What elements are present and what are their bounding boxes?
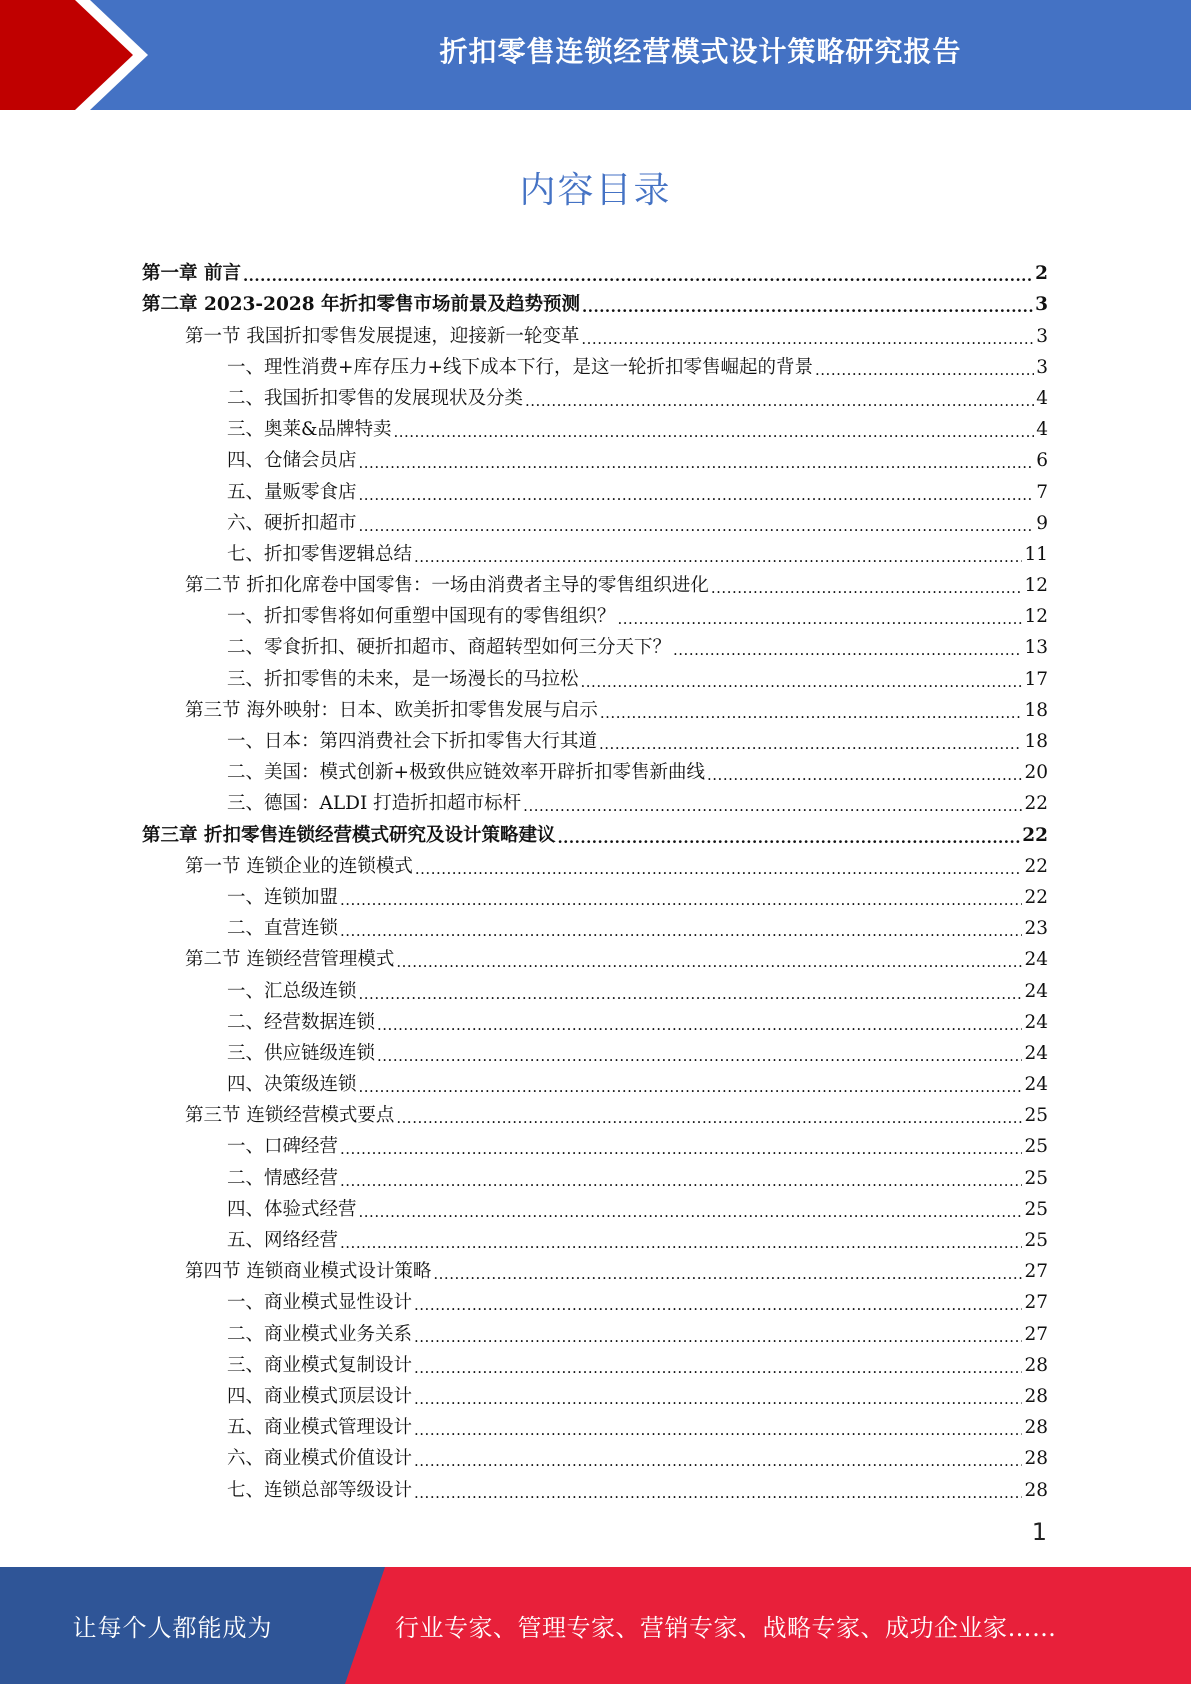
- toc-entry[interactable]: [142, 659, 1048, 690]
- toc-leader-dots: [581, 669, 1023, 691]
- toc-leader-dots: [414, 1448, 1022, 1470]
- toc-entry[interactable]: [142, 1470, 1048, 1501]
- toc-entry[interactable]: [142, 691, 1048, 722]
- toc-entry[interactable]: [142, 1127, 1048, 1158]
- toc-entry-title: 六、硬折扣超市: [227, 512, 357, 534]
- toc-entry-title: 第二节 折扣化席卷中国零售：一场由消费者主导的零售组织进化: [185, 575, 709, 597]
- toc-entry-page: 18: [1024, 731, 1048, 752]
- toc-entry-page: 3: [1036, 325, 1048, 347]
- toc-entry-title: 第二章 2023-2028 年折扣零售市场前景及趋势预测: [142, 294, 581, 316]
- toc-entry[interactable]: [142, 597, 1048, 628]
- toc-entry-page: 6: [1036, 450, 1048, 472]
- toc-entry-page: 24: [1024, 980, 1048, 1002]
- toc-entry-title: 第一章 前言: [142, 263, 241, 285]
- toc-entry-page: 23: [1024, 918, 1048, 940]
- toc-entry-page: 24: [1024, 949, 1048, 971]
- toc-entry[interactable]: [142, 316, 1048, 347]
- toc-entry-title: 七、折扣零售逻辑总结: [227, 543, 413, 565]
- toc-leader-dots: [340, 1136, 1022, 1158]
- toc-entry[interactable]: [142, 1221, 1048, 1252]
- toc-entry-page: 25: [1024, 1136, 1048, 1158]
- toc-entry-page: 3: [1035, 294, 1048, 316]
- toc-entry-title: 六、商业模式价值设计: [227, 1448, 413, 1470]
- toc-entry[interactable]: [142, 504, 1048, 535]
- toc-entry[interactable]: [142, 1096, 1048, 1127]
- toc-entry[interactable]: [142, 285, 1048, 316]
- toc-entry-title: 五、量贩零食店: [227, 481, 357, 503]
- toc-entry[interactable]: [142, 1377, 1048, 1408]
- toc-entry-title: 二、经营数据连锁: [227, 1011, 376, 1033]
- toc-entry-title: 四、体验式经营: [227, 1198, 357, 1220]
- toc-entry[interactable]: [142, 1158, 1048, 1189]
- toc-entry[interactable]: [142, 1252, 1048, 1283]
- toc-leader-dots: [414, 1355, 1022, 1377]
- toc-entry-title: 三、商业模式复制设计: [227, 1354, 413, 1376]
- toc-entry-page: 17: [1024, 668, 1048, 690]
- toc-entry-title: 第四节 连锁商业模式设计策略: [185, 1261, 432, 1283]
- toc-entry-page: 7: [1036, 481, 1048, 503]
- toc-entry-page: 27: [1024, 1323, 1048, 1345]
- toc-leader-dots: [414, 1417, 1022, 1439]
- toc-entry[interactable]: [142, 815, 1048, 846]
- toc-entry[interactable]: [142, 628, 1048, 659]
- toc-leader-dots: [433, 1261, 1022, 1283]
- toc-entry[interactable]: [142, 410, 1048, 441]
- toc-leader-dots: [359, 1074, 1023, 1096]
- footer-slogan: 让每个人都能成为: [72, 1614, 273, 1642]
- toc-leader-dots: [815, 357, 1034, 379]
- toc-entry-title: 一、折扣零售将如何重塑中国现有的零售组织？: [227, 606, 616, 628]
- toc-leader-dots: [707, 762, 1022, 784]
- toc-entry-title: 四、商业模式顶层设计: [227, 1385, 413, 1407]
- toc-leader-dots: [359, 981, 1023, 1003]
- footer-tagline: 行业专家、管理专家、营销专家、战略专家、成功企业家……: [395, 1614, 1057, 1642]
- table-of-contents: [142, 254, 1048, 1502]
- toc-leader-dots: [525, 388, 1034, 410]
- toc-entry[interactable]: [142, 379, 1048, 410]
- toc-entry-page: 22: [1024, 793, 1048, 815]
- toc-entry[interactable]: [142, 1003, 1048, 1034]
- toc-entry-page: 12: [1024, 606, 1048, 628]
- toc-leader-dots: [414, 1292, 1022, 1314]
- toc-entry[interactable]: [142, 566, 1048, 597]
- toc-entry[interactable]: [142, 878, 1048, 909]
- toc-entry-page: 9: [1036, 512, 1048, 534]
- toc-entry-title: 二、直营连锁: [227, 918, 339, 940]
- toc-entry-title: 一、理性消费+库存压力+线下成本下行，是这一轮折扣零售崛起的背景: [227, 356, 814, 378]
- toc-entry-title: 二、零食折扣、硬折扣超市、商超转型如何三分天下？: [227, 637, 672, 659]
- toc-entry-page: 20: [1024, 762, 1048, 784]
- toc-entry[interactable]: [142, 784, 1048, 815]
- toc-entry-page: 27: [1024, 1292, 1048, 1314]
- toc-entry-page: 24: [1024, 1011, 1048, 1033]
- toc-entry[interactable]: [142, 535, 1048, 566]
- toc-entry[interactable]: [142, 1065, 1048, 1096]
- toc-entry-page: 2: [1035, 263, 1048, 285]
- toc-leader-dots: [396, 1105, 1022, 1127]
- toc-entry-title: 第三节 海外映射：日本、欧美折扣零售发展与启示: [185, 699, 598, 721]
- toc-entry-title: 一、商业模式显性设计: [227, 1292, 413, 1314]
- toc-entry[interactable]: [142, 1190, 1048, 1221]
- toc-leader-dots: [377, 1012, 1022, 1034]
- toc-leader-dots: [414, 1480, 1022, 1502]
- toc-entry-page: 28: [1024, 1479, 1048, 1501]
- toc-entry[interactable]: [142, 1283, 1048, 1314]
- toc-leader-dots: [415, 856, 1023, 878]
- toc-entry-page: 25: [1024, 1230, 1048, 1251]
- toc-entry-page: 11: [1024, 543, 1048, 565]
- toc-entry[interactable]: [142, 1346, 1048, 1377]
- toc-leader-dots: [673, 637, 1022, 659]
- toc-entry-title: 第三节 连锁经营模式要点: [185, 1105, 395, 1127]
- toc-leader-dots: [523, 793, 1022, 815]
- toc-entry-title: 二、商业模式业务关系: [227, 1323, 413, 1345]
- toc-entry-title: 一、口碑经营: [227, 1136, 339, 1158]
- toc-entry-page: 28: [1024, 1354, 1048, 1376]
- toc-entry-title: 三、奥莱&品牌特卖: [227, 419, 392, 441]
- toc-entry-title: 一、连锁加盟: [227, 886, 339, 908]
- toc-entry[interactable]: [142, 254, 1048, 285]
- toc-leader-dots: [618, 606, 1023, 628]
- toc-leader-dots: [340, 1168, 1022, 1190]
- toc-entry-page: 28: [1024, 1417, 1048, 1439]
- toc-entry-page: 18: [1024, 699, 1048, 721]
- toc-entry-page: 3: [1036, 356, 1048, 378]
- toc-entry-page: 24: [1024, 1042, 1048, 1064]
- toc-entry-title: 五、网络经营: [227, 1230, 339, 1251]
- toc-entry-title: 三、折扣零售的未来，是一场漫长的马拉松: [227, 668, 579, 690]
- toc-leader-dots: [557, 825, 1020, 847]
- toc-leader-dots: [340, 918, 1022, 940]
- toc-entry-title: 三、德国：ALDI 打造折扣超市标杆: [227, 793, 522, 815]
- toc-entry[interactable]: [142, 940, 1048, 971]
- toc-leader-dots: [359, 482, 1035, 504]
- toc-entry[interactable]: [142, 753, 1048, 784]
- toc-entry[interactable]: [142, 1314, 1048, 1345]
- toc-entry-title: 二、情感经营: [227, 1167, 339, 1189]
- toc-entry-title: 七、连锁总部等级设计: [227, 1479, 413, 1501]
- toc-entry-title: 五、商业模式管理设计: [227, 1417, 413, 1439]
- toc-leader-dots: [377, 1043, 1022, 1065]
- toc-entry-title: 三、供应链级连锁: [227, 1042, 376, 1064]
- toc-entry-title: 二、我国折扣零售的发展现状及分类: [227, 387, 524, 409]
- toc-entry-page: 24: [1024, 1074, 1048, 1096]
- toc-entry[interactable]: [142, 971, 1048, 1002]
- toc-leader-dots: [243, 263, 1033, 285]
- toc-entry[interactable]: [142, 847, 1048, 878]
- toc-entry-page: 25: [1024, 1167, 1048, 1189]
- page-header: [0, 0, 1191, 110]
- toc-leader-dots: [581, 326, 1034, 348]
- toc-entry-title: 第三章 折扣零售连锁经营模式研究及设计策略建议: [142, 824, 556, 846]
- toc-entry-page: 4: [1036, 419, 1048, 441]
- toc-entry[interactable]: [142, 722, 1048, 753]
- toc-entry-page: 22: [1022, 824, 1048, 846]
- toc-entry[interactable]: [142, 1439, 1048, 1470]
- toc-heading: 内容目录: [519, 170, 672, 211]
- toc-entry-title: 一、日本：第四消费社会下折扣零售大行其道: [227, 731, 598, 752]
- page-footer: [0, 1567, 1191, 1684]
- toc-entry-title: 四、仓储会员店: [227, 450, 357, 472]
- toc-leader-dots: [711, 575, 1023, 597]
- toc-entry-page: 25: [1024, 1198, 1048, 1220]
- header-arrow-decoration: [0, 0, 160, 110]
- toc-entry-page: 25: [1024, 1105, 1048, 1127]
- toc-leader-dots: [340, 1230, 1022, 1252]
- toc-entry-title: 第一节 连锁企业的连锁模式: [185, 855, 413, 877]
- toc-entry-page: 28: [1024, 1385, 1048, 1407]
- toc-leader-dots: [393, 419, 1034, 441]
- toc-entry-title: 第一节 我国折扣零售发展提速，迎接新一轮变革: [185, 325, 580, 347]
- toc-entry-page: 12: [1024, 575, 1048, 597]
- toc-entry-page: 22: [1024, 855, 1048, 877]
- toc-leader-dots: [414, 1324, 1022, 1346]
- toc-entry-page: 4: [1036, 387, 1048, 409]
- toc-leader-dots: [396, 949, 1022, 971]
- toc-leader-dots: [359, 1199, 1023, 1221]
- document-title: 折扣零售连锁经营模式设计策略研究报告: [439, 35, 962, 68]
- toc-leader-dots: [340, 887, 1022, 909]
- toc-entry-title: 四、决策级连锁: [227, 1074, 357, 1096]
- toc-entry-page: 28: [1024, 1448, 1048, 1470]
- toc-entry-page: 27: [1024, 1261, 1048, 1283]
- toc-entry[interactable]: [142, 909, 1048, 940]
- toc-leader-dots: [414, 1386, 1022, 1408]
- toc-entry[interactable]: [142, 348, 1048, 379]
- toc-leader-dots: [600, 700, 1023, 722]
- toc-entry[interactable]: [142, 1408, 1048, 1439]
- toc-leader-dots: [359, 450, 1035, 472]
- toc-leader-dots: [599, 731, 1022, 753]
- toc-leader-dots: [582, 294, 1033, 316]
- toc-entry[interactable]: [142, 441, 1048, 472]
- toc-entry[interactable]: [142, 472, 1048, 503]
- toc-leader-dots: [414, 544, 1022, 566]
- toc-leader-dots: [359, 513, 1035, 535]
- toc-entry-title: 二、美国：模式创新+极致供应链效率开辟折扣零售新曲线: [227, 762, 706, 784]
- toc-entry-page: 22: [1024, 886, 1048, 908]
- toc-entry-page: 13: [1024, 637, 1048, 659]
- page-number: 1: [1031, 1518, 1047, 1546]
- toc-entry-title: 一、汇总级连锁: [227, 980, 357, 1002]
- toc-entry-title: 第二节 连锁经营管理模式: [185, 949, 395, 971]
- toc-entry[interactable]: [142, 1034, 1048, 1065]
